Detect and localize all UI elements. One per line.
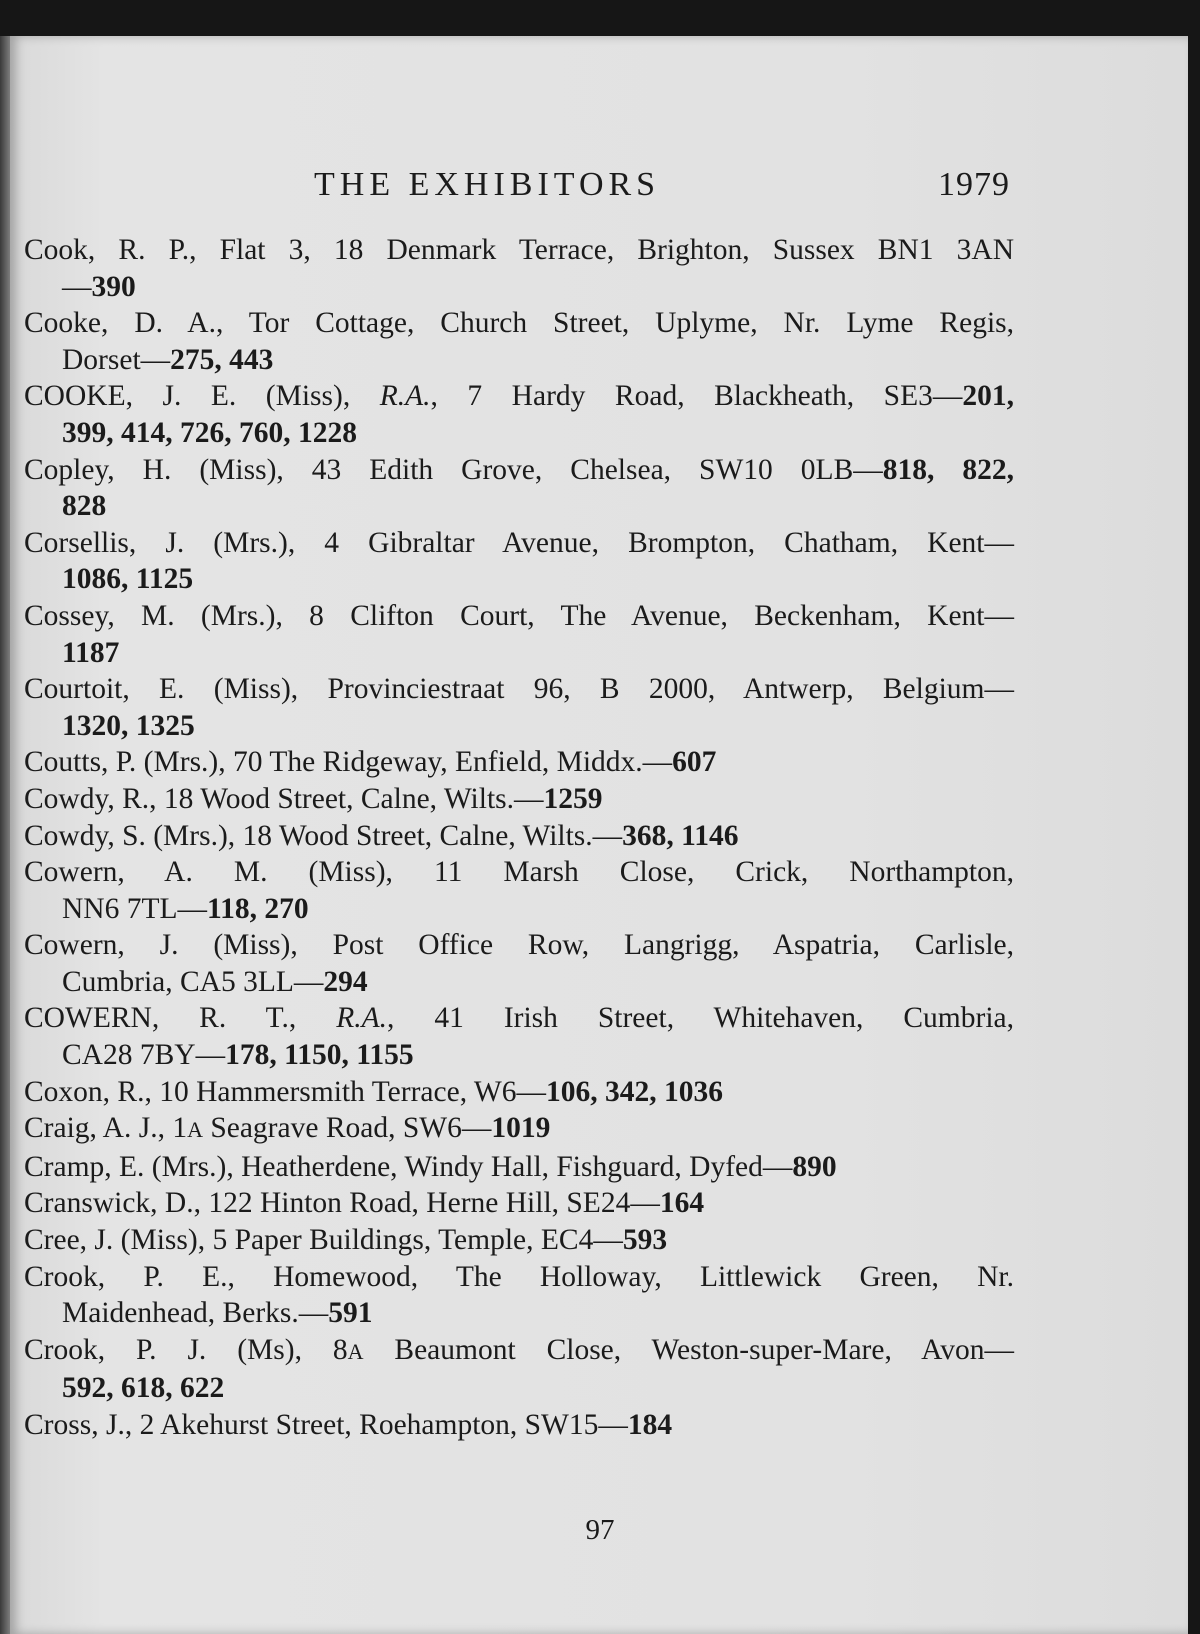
entry-line: Dorset—275, 443 [62, 343, 274, 376]
list-item [24, 232, 1014, 305]
entry-line: Cossey, M. (Mrs.), 8 Clifton Court, The Avenue, Beckenham, Kent— [24, 599, 1014, 632]
exhibitor-list [24, 232, 1014, 1444]
entry-line [24, 1370, 1014, 1407]
entry-line: —390 [62, 270, 136, 303]
catalogue-numbers: 593 [622, 1224, 668, 1257]
list-item [24, 1110, 1014, 1149]
page-number: 97 [585, 1514, 615, 1546]
list-item [24, 818, 1014, 855]
entry-line: Cumbria, CA5 3LL—294 [62, 965, 368, 998]
list-item [24, 1407, 1014, 1444]
catalogue-numbers: 1259 [543, 782, 603, 815]
entry-line: CA28 7BY—178, 1150, 1155 [62, 1039, 414, 1072]
entry-line: Cree, J. (Miss), 5 Paper Buildings, Temple, EC4—593 [24, 1224, 668, 1257]
catalogue-numbers: 828 [62, 490, 107, 523]
catalogue-numbers: 890 [792, 1150, 837, 1183]
list-item [24, 1149, 1014, 1186]
entry-line [24, 635, 1014, 672]
list-item [24, 1000, 1014, 1073]
entry-line: Cowdy, R., 18 Wood Street, Calne, Wilts.—1259 [24, 782, 603, 815]
entry-line [24, 415, 1014, 452]
list-item [24, 671, 1014, 744]
catalogue-numbers: 1086, 1125 [62, 563, 194, 596]
entry-line [24, 561, 1014, 598]
entry-line: Maidenhead, Berks.—591 [62, 1297, 373, 1330]
entry-line: Cowern, A. M. (Miss), 11 Marsh Close, Crick, Northampton, [24, 856, 1014, 889]
catalogue-numbers: 1320, 1325 [62, 709, 195, 742]
catalogue-numbers: 184 [627, 1409, 673, 1441]
catalogue-numbers: 201, [962, 380, 1014, 413]
catalogue-numbers: 106, 342, 1036 [546, 1075, 724, 1108]
list-item [24, 854, 1014, 927]
entry-line: Coxon, R., 10 Hammersmith Terrace, W6—106, 342, 1036 [24, 1075, 724, 1108]
list-item [24, 781, 1014, 818]
entry-line: Courtoit, E. (Miss), Provinciestraat 96, B 2000, Antwerp, Belgium— [24, 673, 1014, 706]
list-item [24, 378, 1014, 451]
list-item [24, 927, 1014, 1000]
entry-line: Cross, J., 2 Akehurst Street, Roehampton, SW15—184 [24, 1409, 673, 1441]
catalogue-numbers: 607 [672, 746, 717, 779]
list-item [24, 1185, 1014, 1222]
running-header [314, 166, 1010, 204]
entry-line: Crook, P. E., Homewood, The Holloway, Littlewick Green, Nr. [24, 1260, 1014, 1293]
catalogue-numbers: 592, 618, 622 [62, 1372, 225, 1405]
list-item [24, 1332, 1014, 1407]
list-item [24, 1074, 1014, 1111]
entry-line: Cowdy, S. (Mrs.), 18 Wood Street, Calne, Wilts.—368, 1146 [24, 819, 739, 852]
list-item [24, 1259, 1014, 1332]
entry-line: Craig, A. J., 1A Seagrave Road, SW6—1019 [24, 1112, 551, 1145]
entry-line [24, 708, 1014, 745]
page-year: 1979 [938, 166, 1010, 203]
catalogue-numbers: 399, 414, 726, 760, 1228 [62, 416, 357, 449]
entry-line: Copley, H. (Miss), 43 Edith Grove, Chelsea, SW10 0LB—818, 822, [24, 453, 1015, 486]
list-item [24, 598, 1014, 671]
list-item [24, 744, 1014, 781]
catalogue-numbers: 1019 [491, 1112, 551, 1145]
entry-line: Crook, P. J. (Ms), 8A Beaumont Close, Weston-super-Mare, Avon— [24, 1333, 1014, 1366]
list-item [24, 452, 1014, 525]
entry-line [24, 488, 1014, 525]
entry-line: NN6 7TL—118, 270 [62, 892, 309, 925]
entry-line: Cranswick, D., 122 Hinton Road, Herne Hill, SE24—164 [24, 1187, 705, 1220]
catalogue-numbers: 275, 443 [170, 343, 274, 376]
list-item [24, 525, 1014, 598]
entry-line: Cooke, D. A., Tor Cottage, Church Street, Uplyme, Nr. Lyme Regis, [24, 307, 1014, 340]
page-title: THE EXHIBITORS [314, 166, 661, 203]
catalogue-numbers: 368, 1146 [622, 819, 739, 852]
entry-line: Coutts, P. (Mrs.), 70 The Ridgeway, Enfield, Middx.—607 [24, 746, 717, 779]
entry-line: COWERN, R. T., R.A., 41 Irish Street, Whitehaven, Cumbria, [24, 1002, 1014, 1035]
catalogue-numbers: 1187 [62, 636, 120, 669]
entry-line: COOKE, J. E. (Miss), R.A., 7 Hardy Road, Blackheath, SE3—201, [24, 380, 1014, 413]
entry-line: Cook, R. P., Flat 3, 18 Denmark Terrace, Brighton, Sussex BN1 3AN [24, 234, 1014, 266]
catalogue-numbers: 178, 1150, 1155 [225, 1039, 414, 1072]
entry-line: Cowern, J. (Miss), Post Office Row, Langrigg, Aspatria, Carlisle, [24, 929, 1014, 962]
catalogue-numbers: 118, 270 [207, 892, 309, 925]
catalogue-numbers: 164 [659, 1187, 705, 1220]
list-item [24, 305, 1014, 378]
list-item [24, 1222, 1014, 1259]
entry-line: Corsellis, J. (Mrs.), 4 Gibraltar Avenue, Brompton, Chatham, Kent— [24, 526, 1014, 559]
entry-line: Cramp, E. (Mrs.), Heatherdene, Windy Hall, Fishguard, Dyfed—890 [24, 1150, 837, 1183]
catalogue-numbers: 294 [323, 965, 368, 998]
catalogue-numbers: 591 [328, 1297, 373, 1330]
catalogue-numbers: 390 [91, 270, 136, 303]
catalogue-numbers: 818, 822, [882, 453, 1015, 486]
